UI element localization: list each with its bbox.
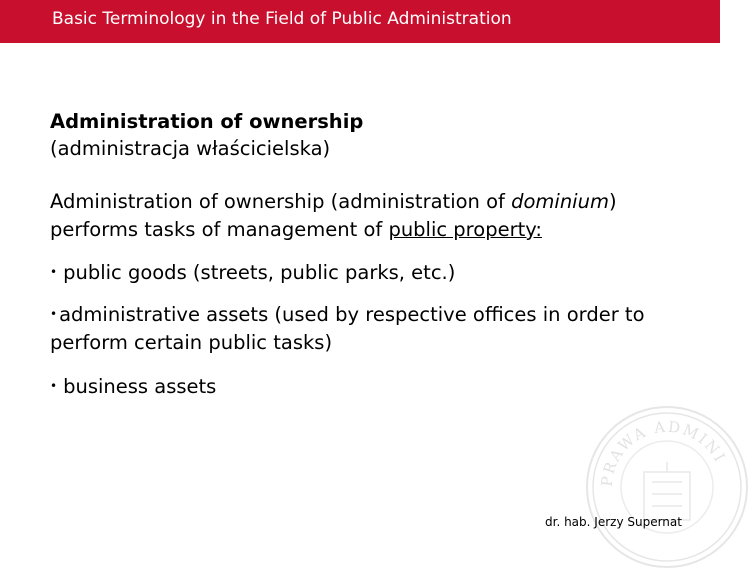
bullet-text: business assets <box>63 375 217 398</box>
bullet-icon: • <box>50 307 58 321</box>
intro-text-1: Administration of ownership (administration of <box>50 190 512 213</box>
bullet-text: administrative assets (used by respective offices in order to perform certain public tasks) <box>50 303 645 354</box>
intro-italic-term: dominium <box>511 190 609 213</box>
author-credit: dr. hab. Jerzy Supernat <box>545 515 682 529</box>
university-seal-icon <box>582 402 752 572</box>
bullet-item-public-goods <box>50 258 690 287</box>
slide-title: Administration of ownership <box>50 110 364 133</box>
header-title: Basic Terminology in the Field of Public Administration <box>52 9 512 29</box>
intro-underlined-term: public property: <box>388 218 542 241</box>
bullet-item-business-assets <box>50 372 690 401</box>
bullet-icon: • <box>50 379 58 393</box>
slide-heading <box>50 108 690 162</box>
slide-subtitle: (administracja właścicielska) <box>50 137 331 160</box>
svg-text:PRAWA ADMINI <box>598 418 730 488</box>
bullet-icon: • <box>50 265 58 279</box>
bullet-text: public goods (streets, public parks, etc.) <box>63 261 456 284</box>
bullet-item-administrative-assets <box>50 300 690 357</box>
intro-paragraph <box>50 188 690 244</box>
intro-text-2: ) performs tasks of management of <box>50 190 617 241</box>
seal-text: PRAWA ADMINI <box>597 417 730 488</box>
header-bar <box>0 0 720 43</box>
